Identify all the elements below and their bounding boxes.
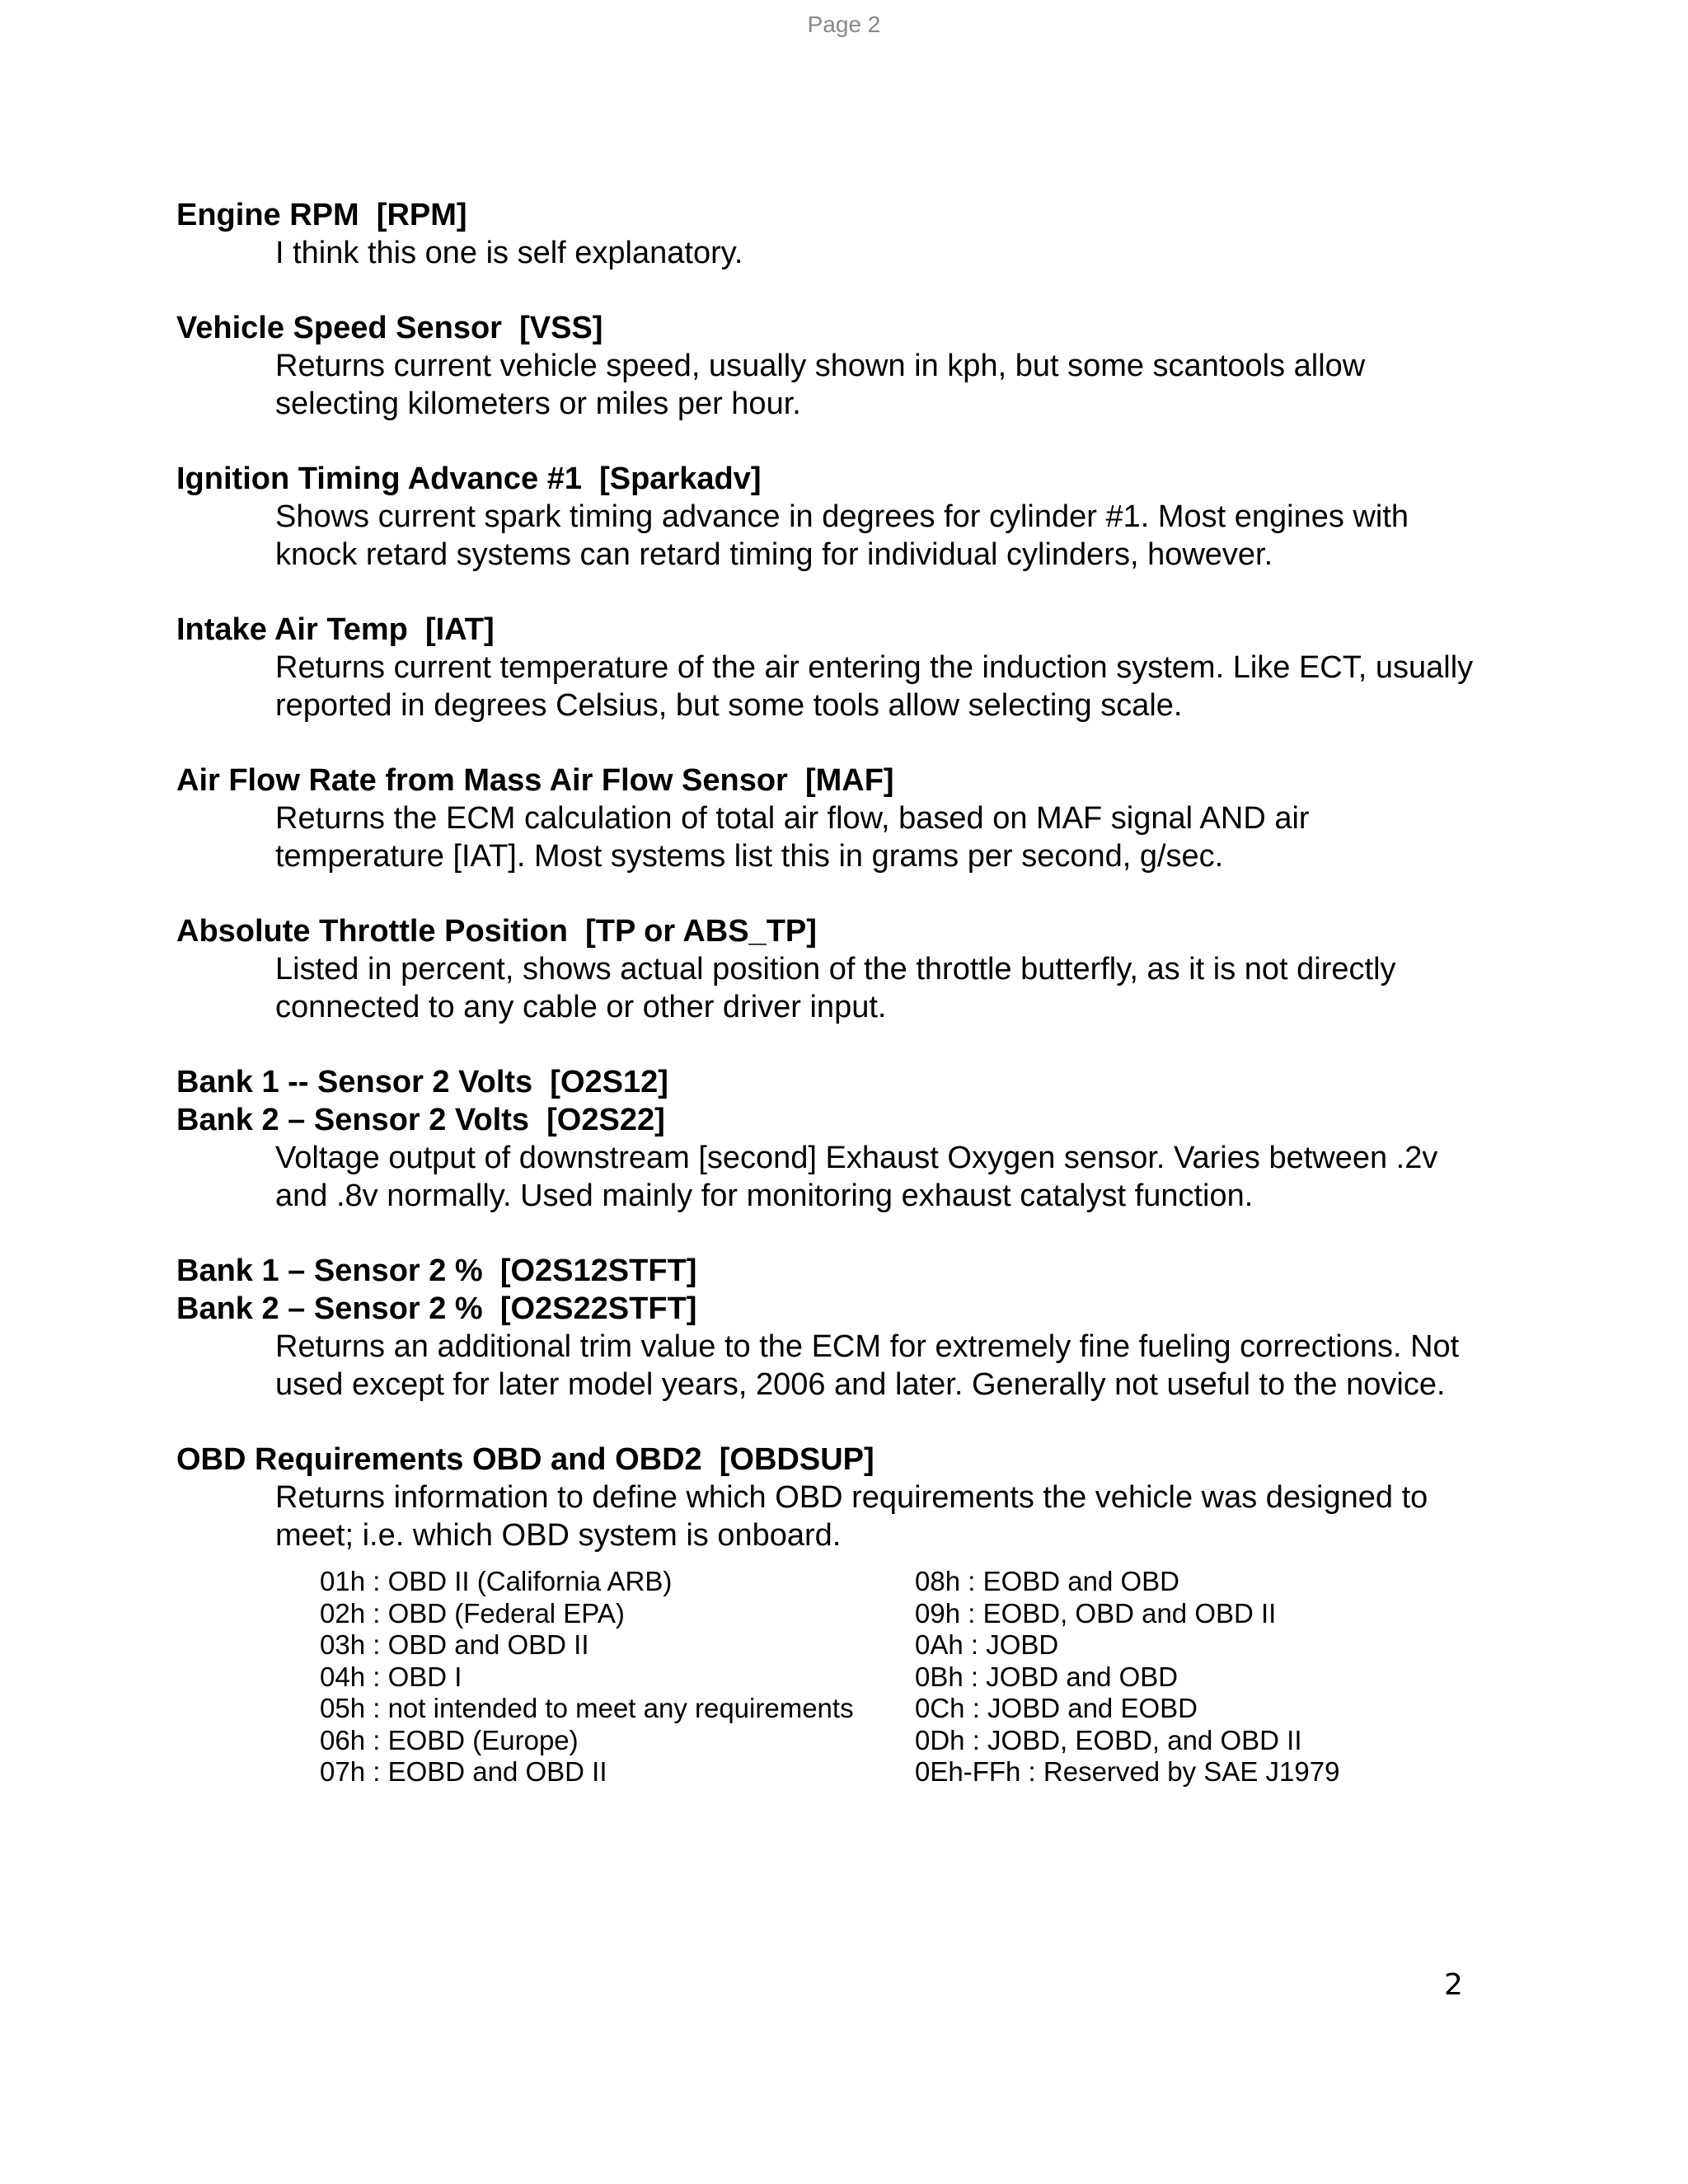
obd-code-item: 01h : OBD II (California ARB)	[320, 1566, 673, 1596]
section-body: Listed in percent, shows actual position of the throttle butterfly, as it is not directly connected to any cable or other driver input.	[275, 952, 1396, 1024]
obd-code-item: 02h : OBD (Federal EPA)	[320, 1597, 625, 1629]
section-heading: Engine RPM [RPM]	[176, 198, 467, 232]
section-body: Voltage output of downstream [second] Exhaust Oxygen sensor. Varies between .2v and .8v normally. Used mainly for monitoring exhaust catalyst function.	[275, 1141, 1438, 1213]
section-body: Returns an additional trim value to the ECM for extremely fine fueling corrections. Not used except for later model years, 2006 and later. Generally not useful to the novice.	[275, 1329, 1460, 1402]
obd-code-column-left	[320, 1566, 915, 1788]
section-heading: Air Flow Rate from Mass Air Flow Sensor [MAF]	[176, 763, 894, 798]
section-body: I think this one is self explanatory.	[275, 236, 743, 270]
section-maf	[176, 762, 1495, 875]
obd-code-item: 03h : OBD and OBD II	[320, 1629, 589, 1660]
obd-code-item: 0Dh : JOBD, EOBD, and OBD II	[915, 1724, 1302, 1755]
section-heading: Bank 1 -- Sensor 2 Volts [O2S12]	[176, 1065, 668, 1099]
obd-code-item: 0Ch : JOBD and EOBD	[915, 1693, 1198, 1723]
section-abs-tp	[176, 912, 1495, 1026]
section-heading: Bank 2 – Sensor 2 Volts [O2S22]	[176, 1103, 665, 1137]
section-heading: Bank 2 – Sensor 2 % [O2S22STFT]	[176, 1291, 697, 1326]
obd-code-item: 08h : EOBD and OBD	[915, 1566, 1179, 1596]
obd-code-column-right	[915, 1566, 1409, 1788]
obd-code-item: 0Eh-FFh : Reserved by SAE J1979	[915, 1756, 1340, 1787]
section-body: Shows current spark timing advance in degrees for cylinder #1. Most engines with knock retard systems can retard timing for individual cylinders, however.	[275, 499, 1409, 572]
obd-code-item: 0Bh : JOBD and OBD	[915, 1661, 1179, 1692]
section-heading: Absolute Throttle Position [TP or ABS_TP]	[176, 914, 817, 949]
obd-code-item: 04h : OBD I	[320, 1661, 462, 1692]
obd-code-item: 0Ah : JOBD	[915, 1629, 1059, 1660]
obd-code-item: 06h : EOBD (Europe)	[320, 1724, 579, 1755]
section-body: Returns the ECM calculation of total air flow, based on MAF signal AND air temperature [IAT]. Most systems list this in grams per second, g/sec.	[275, 801, 1310, 874]
section-heading: Bank 1 – Sensor 2 % [O2S12STFT]	[176, 1254, 697, 1288]
section-vss	[176, 309, 1495, 423]
obd-code-item: 07h : EOBD and OBD II	[320, 1756, 607, 1787]
obd-code-table	[320, 1566, 1495, 1788]
section-o2s-volts	[176, 1063, 1495, 1215]
section-iat	[176, 611, 1495, 724]
section-heading: OBD Requirements OBD and OBD2 [OBDSUP]	[176, 1442, 874, 1477]
section-obdsup	[176, 1441, 1495, 1788]
obd-code-item: 05h : not intended to meet any requirements	[320, 1693, 854, 1723]
section-heading: Intake Air Temp [IAT]	[176, 612, 495, 647]
page-header: Page 2	[807, 12, 881, 37]
document-body	[176, 196, 1495, 1825]
section-heading: Ignition Timing Advance #1 [Sparkadv]	[176, 462, 762, 496]
section-body: Returns current temperature of the air entering the induction system. Like ECT, usually reported in degrees Celsius, but some tools allow selecting scale.	[275, 650, 1474, 723]
section-rpm	[176, 196, 1495, 272]
section-heading: Vehicle Speed Sensor [VSS]	[176, 311, 603, 345]
section-body: Returns current vehicle speed, usually shown in kph, but some scantools allow selecting kilometers or miles per hour.	[275, 349, 1366, 421]
page-number: 2	[1444, 1968, 1463, 2002]
obd-code-item: 09h : EOBD, OBD and OBD II	[915, 1597, 1277, 1629]
section-sparkadv	[176, 460, 1495, 574]
section-body: Returns information to define which OBD requirements the vehicle was designed to meet; i.e. which OBD system is onboard.	[275, 1480, 1428, 1553]
section-o2s-stft	[176, 1252, 1495, 1404]
